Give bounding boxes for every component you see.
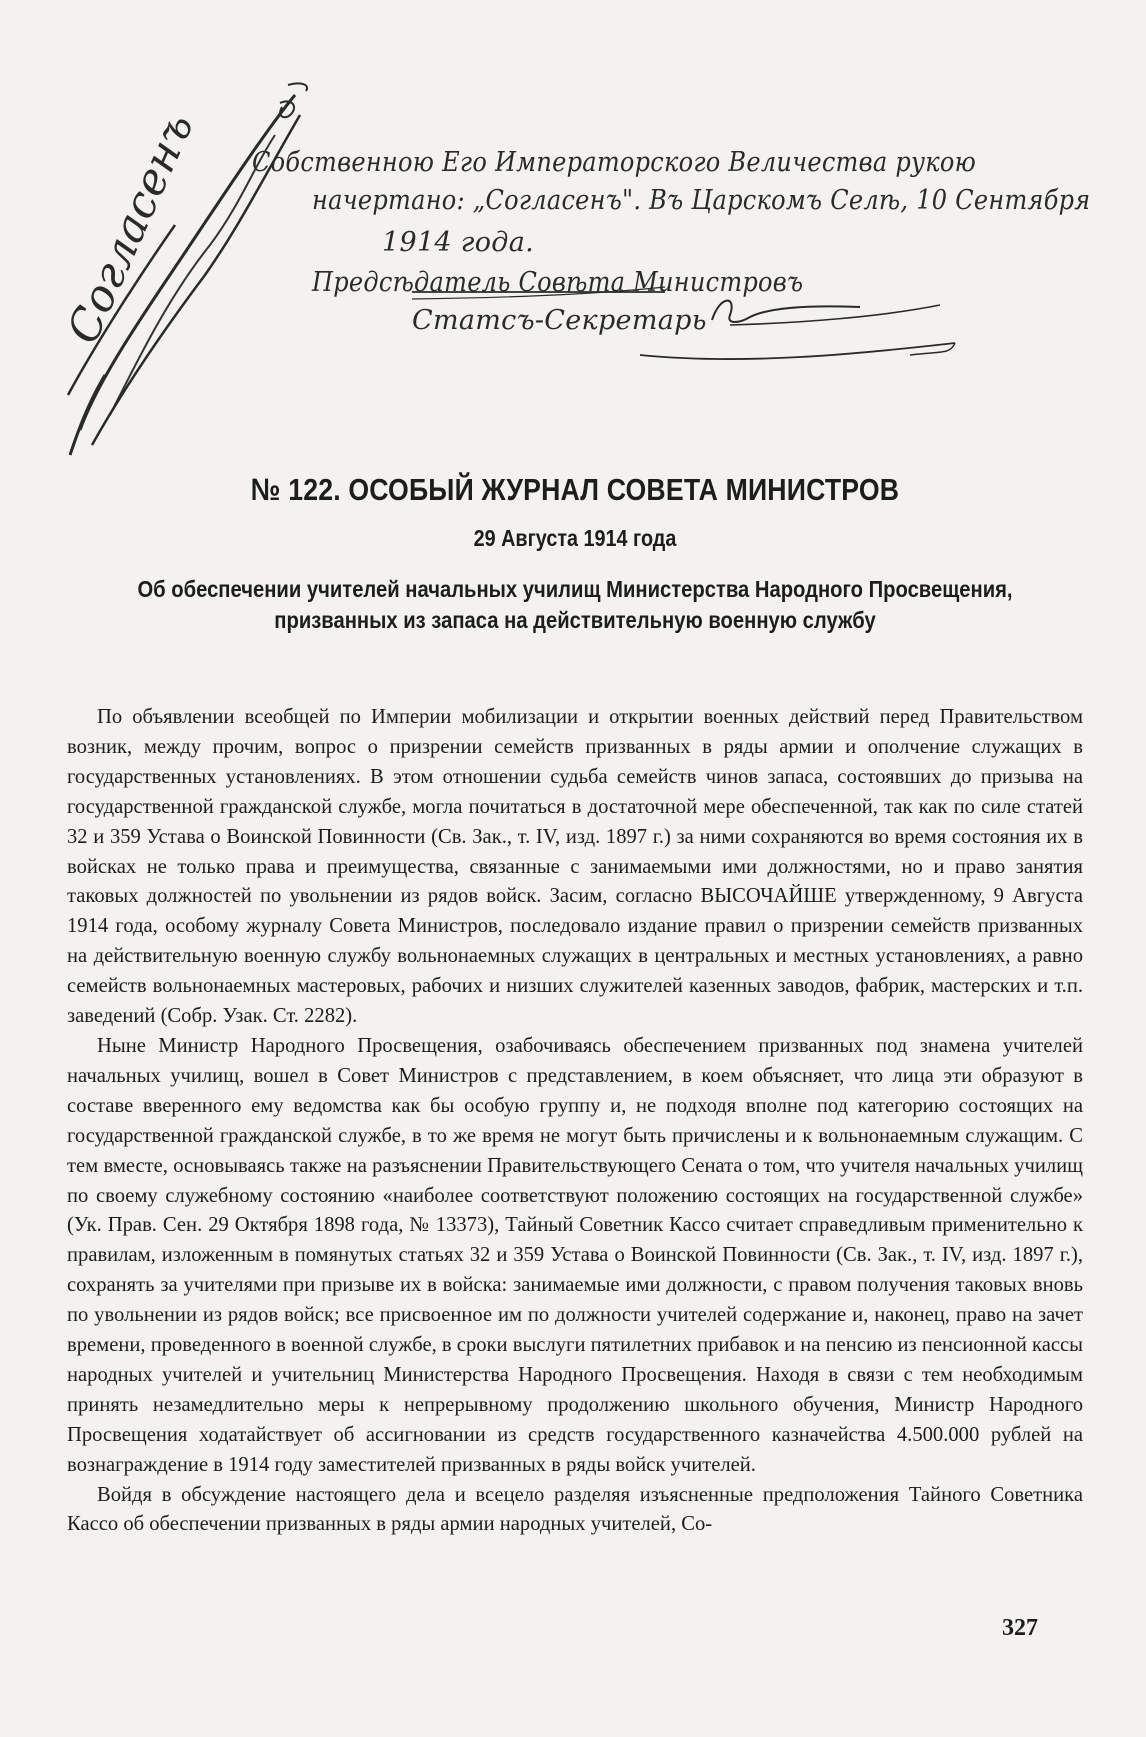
document-title: № 122. ОСОБЫЙ ЖУРНАЛ СОВЕТА МИНИСТРОВ (250, 472, 900, 507)
resolution-line-4: Предсѣдатель Совѣта Министровъ (312, 267, 804, 298)
document-header (60, 472, 1090, 636)
document-date: 29 Августа 1914 года (473, 525, 677, 551)
resolution-line-1: Собственною Его Императорского Величества рукою (252, 147, 977, 178)
document-subject: Об обеспечении учителей начальных училищ Министерства Народного Просвещения, призванных из запаса на действительную военную службу (137, 576, 1013, 633)
resolution-line-2: начертано: „Согласенъ". Въ Царскомъ Селѣ, 10 Сентября (312, 185, 1091, 216)
resolution-line-5: Статсъ-Секретарь (412, 305, 707, 336)
paragraph: По объявлении всеобщей по Империи мобилизации и открытии военных действий перед Правительством возник, между прочим, вопрос о призрении семейств призванных в ряды армии и ополчение служащих в государственных установлениях. В этом отношении судьба семейств чинов запаса, состоявших до призыва на государственной гражданской службе, могла почитаться в достаточной мере обеспеченной, так как по силе статей 32 и 359 Устава о Воинской Повинности (Св. Зак., т. IV, изд. 1897 г.) за ними сохраняются во время состояния их в войсках не только права и преимущества, связанные с занимаемыми ими должностями, но и право занятия таковых должностей по увольнении из рядов войск. Засим, согласно ВЫСОЧАЙШЕ утвержденному, 9 Августа 1914 года, особому журналу Совета Министров, последовало издание правил о призрении семейств призванных на действительную военную службу вольнонаемных служащих в центральных и местных установлениях, а равно семейств вольнонаемных мастеровых, рабочих и низших служителей казенных заводов, фабрик, мастерских и т.п. заведений (Собр. Узак. Ст. 2282). (67, 706, 1083, 1028)
approval-signature: Согласенъ (57, 105, 204, 351)
handwritten-resolution (40, 55, 1091, 475)
paragraph: Войдя в обсуждение настоящего дела и всецело разделяя изъясненные предположения Тайного Советника Кассо об обеспечении призванных в ряды армии народных учителей, Со- (67, 1483, 1083, 1536)
document-body (67, 703, 1083, 1540)
page-number: 327 (1002, 1615, 1038, 1641)
resolution-line-3: 1914 года. (382, 227, 534, 258)
paragraph: Ныне Министр Народного Просвещения, озабочиваясь обеспечением призванных под знамена учителей начальных училищ, вошел в Совет Министров с представлением, в коем объясняет, что лица эти образуют в составе вверенного ему ведомства как бы особую группу и, не подходя вполне под категорию состоящих на государственной гражданской службе, в то же время не могут быть причислены и к вольнонаемным служащим. С тем вместе, основываясь также на разъяснении Правительствующего Сената о том, что учителя начальных училищ по своему служебному состоянию «наиболее соответствуют положению состоящих на государственной службе» (Ук. Прав. Сен. 29 Октября 1898 года, № 13373), Тайный Советник Кассо считает справедливым применительно к правилам, изложенным в помянутых статьях 32 и 359 Устава о Воинской Повинности (Св. Зак., т. IV, изд. 1897 г.), сохранять за учителями при призыве их в войска: занимаемые ими должности, с правом получения таковых вновь по увольнении из рядов войск; все присвоенное им по должности учителей содержание и, наконец, право на зачет времени, проведенного в военной службе, в сроки выслуги пятилетних прибавок и на пенсию из пенсионной кассы народных учителей и учительниц Министерства Народного Просвещения. Находя в связи с тем необходимым принять незамедлительно меры к непрерывному продолжению школьного обучения, Министр Народного Просвещения ходатайствует об ассигновании из средств государственного казначейства 4.500.000 рублей на вознаграждение в 1914 году заместителей призванных в ряды войск учителей. (67, 1034, 1083, 1476)
signature-strokes (40, 55, 1060, 475)
